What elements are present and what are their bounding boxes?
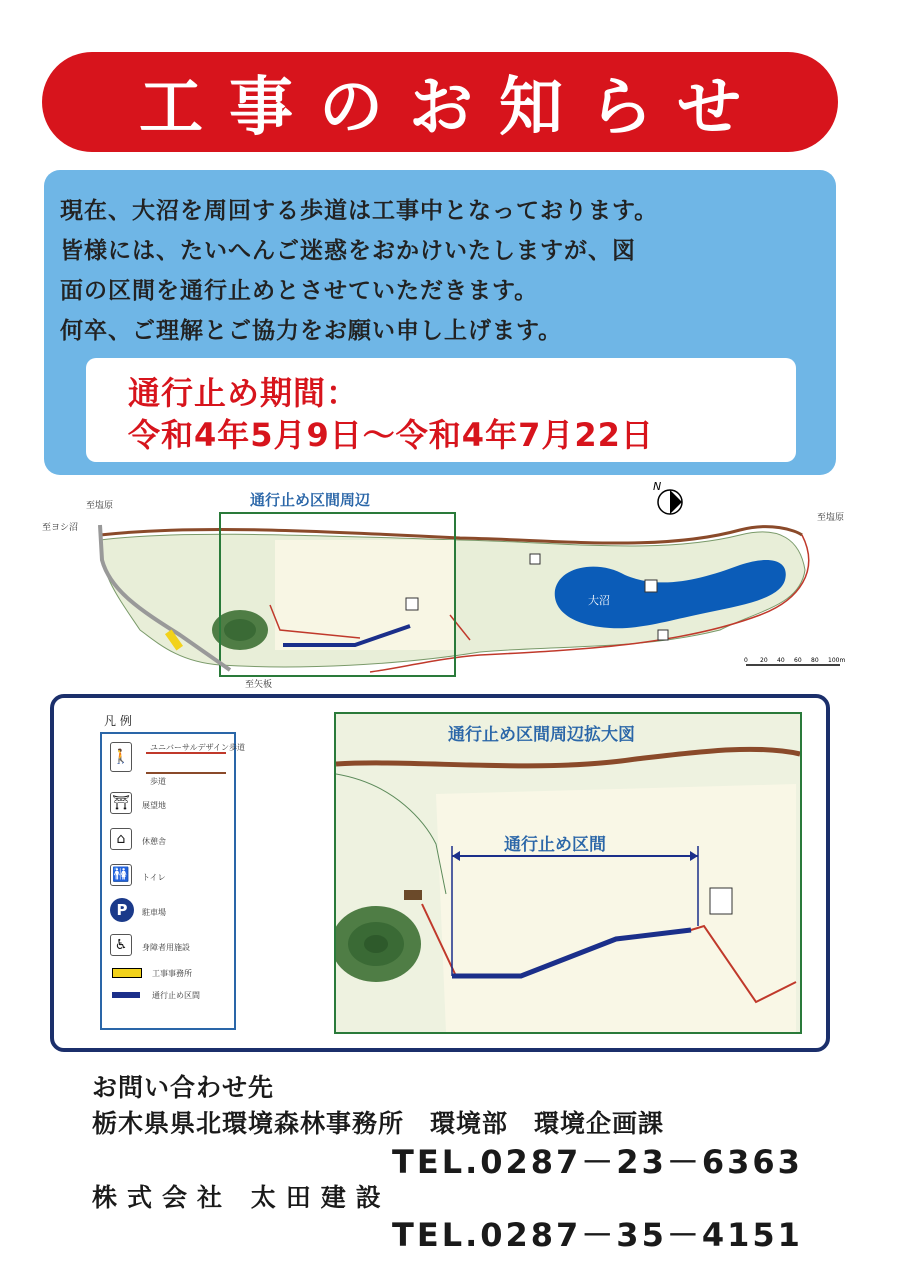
contact-tel1: TEL.0287－23－6363 (392, 1143, 803, 1181)
legend-label: 休憩舎 (142, 837, 166, 846)
contact-tel2: TEL.0287－35－4151 (392, 1216, 803, 1254)
notice-line: 皆様には、たいへんご迷惑をおかけいたしますが、図 (60, 238, 636, 264)
notice-line: 何卒、ご理解とご協力をお願い申し上げます。 (60, 318, 563, 344)
wheelchair-icon: ♿ (110, 934, 132, 956)
legend-label: ユニバーサルデザイン歩道 (150, 743, 246, 752)
zoom-map-title: 通行止め区間周辺拡大図 (448, 725, 635, 745)
legend-label: 通行止め区間 (152, 991, 200, 1000)
legend-label: 歩道 (150, 777, 166, 786)
observation-icon (406, 598, 418, 610)
hiker-icon (658, 630, 668, 640)
period-value: 令和4年5月9日～令和4年7月22日 (128, 416, 654, 454)
place-label: 至ヨシ沼 (42, 523, 79, 533)
hiker-icon (530, 554, 540, 564)
closure-swatch (112, 992, 140, 998)
lake-label: 大沼 (588, 594, 610, 607)
zoom-map (334, 712, 802, 1034)
legend-label: 駐車場 (142, 908, 166, 917)
legend-label: 工事事務所 (152, 969, 192, 978)
legend-label: 展望地 (142, 801, 166, 810)
place-label: 至矢板 (245, 680, 273, 690)
observation-icon (710, 888, 732, 914)
contact-org2: 株式会社 太田建設 (92, 1183, 391, 1212)
observation-icon (645, 580, 657, 592)
legend-swatch-walkway (146, 772, 226, 774)
place-label: 至塩原 (86, 501, 114, 511)
legend-title: 凡 例 (104, 714, 132, 728)
title-banner (42, 52, 838, 152)
place-label: 至塩原 (817, 513, 845, 523)
contact-org1: 栃木県県北環境森林事務所 環境部 環境企画課 (92, 1109, 665, 1138)
shelter-icon: ⌂ (110, 828, 132, 850)
scale-tick: 100m (828, 657, 846, 664)
office-swatch (112, 968, 142, 978)
period-label: 通行止め期間： (128, 374, 360, 412)
hiker-icon: 🚶 (110, 742, 132, 772)
scale-tick: 80 (811, 657, 819, 664)
parking-icon: P (110, 898, 134, 922)
north-label: N (653, 480, 662, 493)
closure-area-label: 通行止め区間周辺 (250, 491, 371, 509)
legend-label: トイレ (142, 873, 166, 882)
notice-line: 面の区間を通行止めとさせていただきます。 (60, 278, 539, 304)
scale-tick: 0 (744, 657, 748, 664)
toilet-icon: 🚻 (110, 864, 132, 886)
zoom-map-drawing (336, 714, 800, 1032)
observation-icon: ⛩ (110, 792, 132, 814)
page-title: 工事のお知らせ (138, 71, 768, 145)
notice-line: 現在、大沼を周回する歩道は工事中となっております。 (60, 198, 659, 224)
scale-tick: 20 (760, 657, 768, 664)
scale-tick: 40 (777, 657, 785, 664)
closure-label: 通行止め区間 (504, 835, 606, 855)
legend-label: 身障者用施設 (142, 943, 190, 952)
overview-map (40, 480, 870, 690)
contact-heading: お問い合わせ先 (92, 1073, 275, 1102)
scale-tick: 60 (794, 657, 802, 664)
